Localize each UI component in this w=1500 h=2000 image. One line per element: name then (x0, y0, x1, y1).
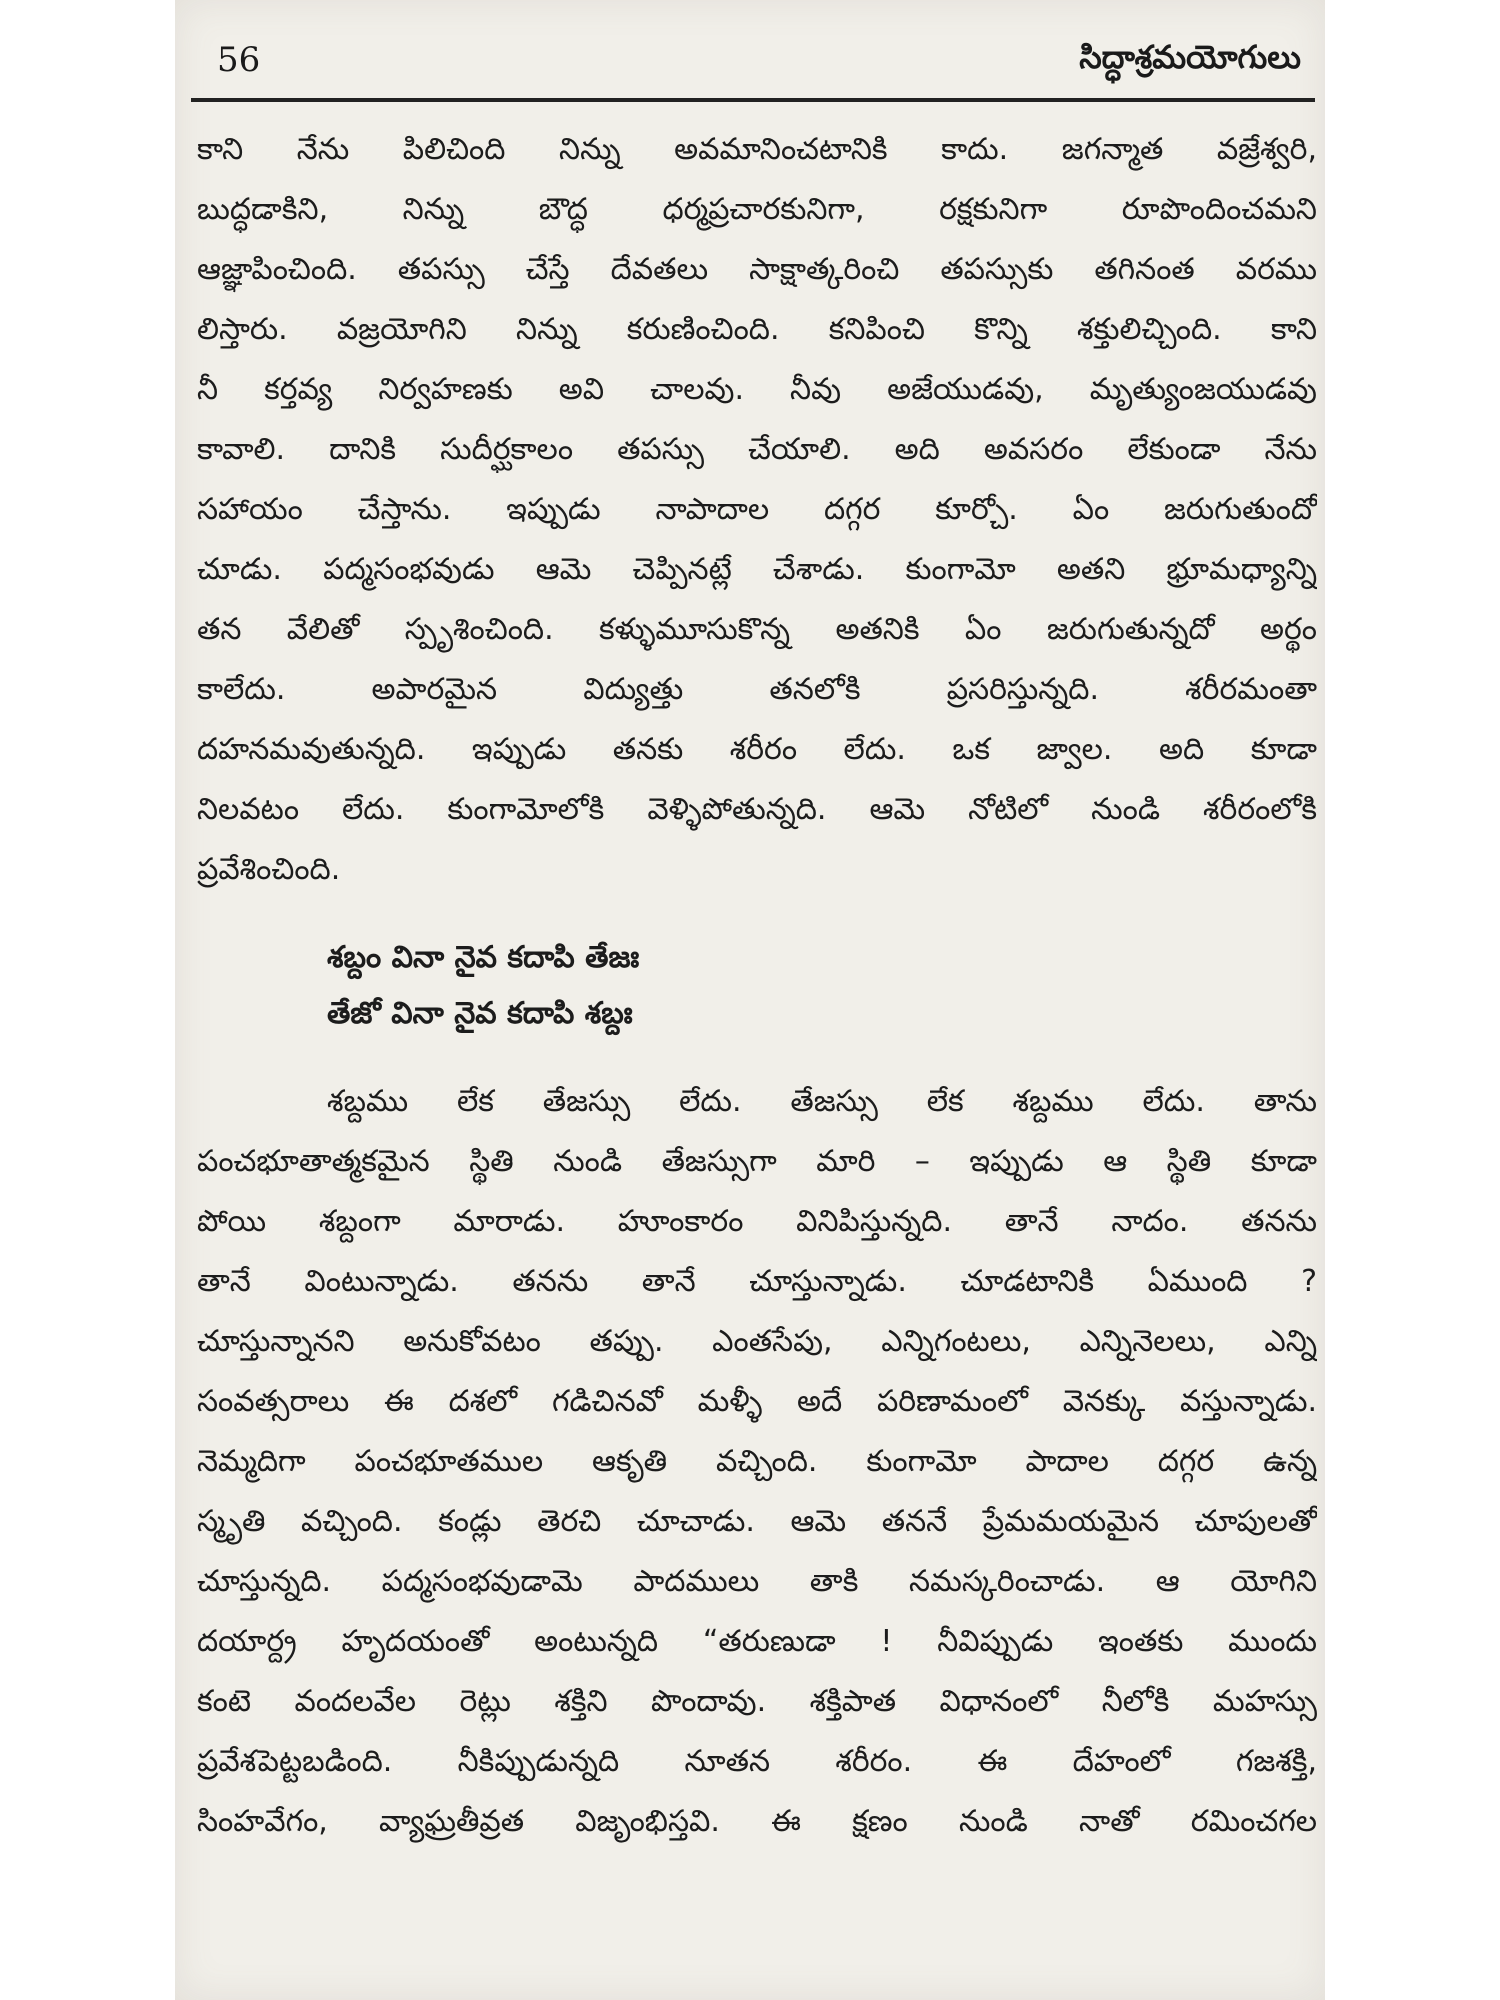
text-line: నెమ్మదిగా పంచభూతముల ఆకృతి వచ్చింది. కుంగామో పాదాల దగ్గర ఉన్న (197, 1444, 1317, 1479)
text-line: కంటె వందలవేల రెట్లు శక్తిని పొందావు. శక్తిపాత విధానంలో నీలోకి మహస్సు (197, 1684, 1317, 1719)
text-line: బుద్ధడాకిని, నిన్ను బౌద్ధ ధర్మప్రచారకునిగా, రక్షకునిగా రూపొందించమని (197, 192, 1317, 227)
text-line: శబ్దము లేక తేజస్సు లేదు. తేజస్సు లేక శబ్దము లేదు. తాను (327, 1084, 1317, 1119)
text-line: కావాలి. దానికి సుదీర్ఘకాలం తపస్సు చేయాలి. అది అవసరం లేకుండా నేను (197, 432, 1317, 467)
text-line: సహాయం చేస్తాను. ఇప్పుడు నాపాదాల దగ్గర కూర్చో. ఏం జరుగుతుందో (197, 492, 1317, 527)
text-line: చూస్తున్నది. పద్మసంభవుడామె పాదములు తాకి నమస్కరించాడు. ఆ యోగిని (197, 1564, 1317, 1599)
paragraph-1 (197, 120, 1317, 900)
text-line: తానే వింటున్నాడు. తనను తానే చూస్తున్నాడు. చూడటానికి ఏముంది ? (197, 1264, 1317, 1299)
text-line: నీ కర్తవ్య నిర్వహణకు అవి చాలవు. నీవు అజేయుడవు, మృత్యుంజయుడవు (197, 372, 1317, 407)
text-line: దయార్ద్ర హృదయంతో అంటున్నది “తరుణుడా ! నీవిప్పుడు ఇంతకు ముందు (197, 1624, 1317, 1659)
text-line: కాలేదు. అపారమైన విద్యుత్తు తనలోకి ప్రసరిస్తున్నది. శరీరమంతా (197, 672, 1317, 707)
text-line: సింహవేగం, వ్యాఘ్రతీవ్రత విజృంభిస్తవి. ఈ క్షణం నుండి నాతో రమించగల (197, 1804, 1317, 1839)
spacer (197, 1042, 1317, 1072)
paragraph-2 (197, 1072, 1317, 1852)
text-line: నిలవటం లేదు. కుంగామోలోకి వెళ్ళిపోతున్నది. ఆమె నోటిలో నుండి శరీరంలోకి (197, 792, 1317, 827)
book-page (175, 0, 1325, 2000)
text-line: పంచభూతాత్మకమైన స్థితి నుండి తేజస్సుగా మారి – ఇప్పుడు ఆ స్థితి కూడా (197, 1144, 1317, 1179)
text-line: చూస్తున్నానని అనుకోవటం తప్పు. ఎంతసేపు, ఎన్నిగంటలు, ఎన్నినెలలు, ఎన్ని (197, 1324, 1317, 1359)
text-line: ప్రవేశించింది. (197, 852, 341, 887)
text-line: తన వేలితో స్పృశించింది. కళ్ళుమూసుకొన్న అతనికి ఏం జరుగుతున్నదో అర్థం (197, 612, 1317, 647)
header-rule (191, 98, 1315, 102)
text-line: పోయి శబ్దంగా మారాడు. హూంకారం వినిపిస్తున్నది. తానే నాదం. తనను (197, 1204, 1317, 1239)
text-line: ప్రవేశపెట్టబడింది. నీకిప్పుడున్నది నూతన శరీరం. ఈ దేహంలో గజశక్తి, (197, 1744, 1317, 1779)
verse-line: తేజో వినా నైవ కదాపి శబ్దః (327, 996, 633, 1031)
text-line: కాని నేను పిలిచింది నిన్ను అవమానించటానికి కాదు. జగన్మాత వజ్రేశ్వరి, (197, 132, 1317, 167)
text-line: ఆజ్ఞాపించింది. తపస్సు చేస్తే దేవతలు సాక్షాత్కరించి తపస్సుకు తగినంత వరము (197, 252, 1317, 287)
page-header (175, 30, 1325, 92)
text-line: లిస్తారు. వజ్రయోగిని నిన్ను కరుణించింది. కనిపించి కొన్ని శక్తులిచ్చింది. కాని (197, 312, 1317, 347)
text-line: సంవత్సరాలు ఈ దశలో గడిచినవో మళ్ళీ అదే పరిణామంలో వెనక్కు వస్తున్నాడు. (197, 1384, 1317, 1419)
spacer (197, 900, 1317, 930)
body-text (197, 120, 1317, 1852)
text-line: దహనమవుతున్నది. ఇప్పుడు తనకు శరీరం లేదు. ఒక జ్వాల. అది కూడా (197, 732, 1317, 767)
text-line: చూడు. పద్మసంభవుడు ఆమె చెప్పినట్లే చేశాడు. కుంగామో అతని భ్రూమధ్యాన్ని (197, 552, 1317, 587)
verse-line: శబ్దం వినా నైవ కదాపి తేజః (327, 940, 640, 975)
sanskrit-verse (197, 930, 1317, 1042)
page-number: 56 (217, 40, 261, 80)
text-line: స్మృతి వచ్చింది. కండ్లు తెరచి చూచాడు. ఆమె తననే ప్రేమమయమైన చూపులతో (197, 1504, 1317, 1539)
running-title: సిద్ధాశ్రమయోగులు (1079, 38, 1301, 76)
